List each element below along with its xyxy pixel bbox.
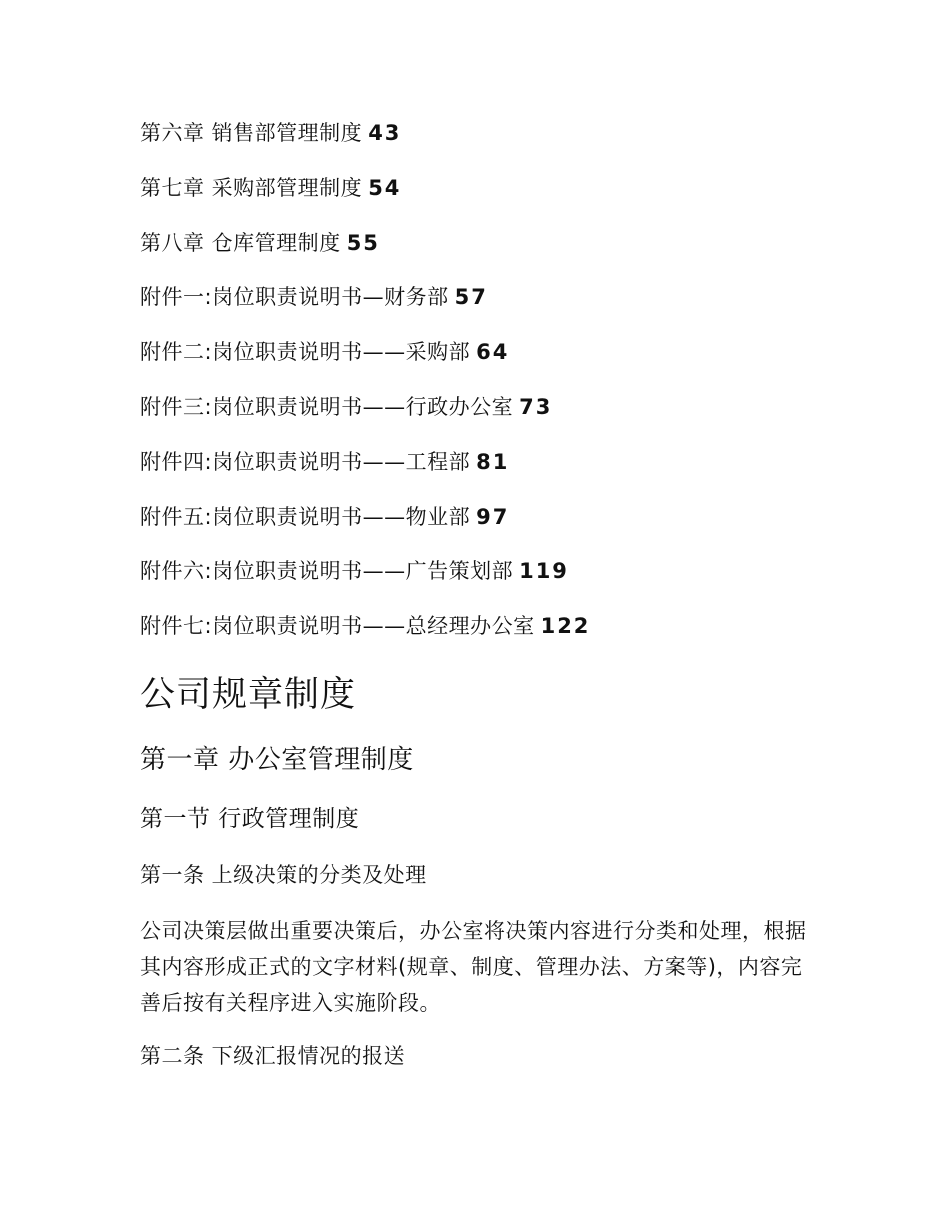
toc-entry[interactable]: [140, 173, 820, 228]
toc-entry-label: 附件七:岗位职责说明书——总经理办公室: [140, 614, 535, 639]
toc-entry[interactable]: [140, 337, 820, 392]
section-heading: 第一节 行政管理制度: [140, 806, 360, 832]
toc-entry[interactable]: [140, 392, 820, 447]
article-heading: 第二条 下级汇报情况的报送: [140, 1044, 406, 1068]
table-of-contents: [140, 118, 820, 666]
toc-entry-page: 57: [454, 285, 488, 310]
toc-entry-page: 43: [368, 121, 402, 145]
article-heading: 第一条 上级决策的分类及处理: [140, 863, 427, 887]
toc-entry-page: 64: [476, 340, 510, 365]
toc-entry-page: 55: [346, 230, 380, 255]
toc-entry-label: 附件六:岗位职责说明书——广告策划部: [140, 559, 514, 584]
toc-entry[interactable]: [140, 447, 820, 502]
toc-entry-label: 附件三:岗位职责说明书——行政办公室: [140, 394, 514, 419]
toc-entry-page: 73: [519, 394, 553, 419]
toc-entry-label: 第六章 销售部管理制度: [140, 121, 363, 145]
toc-entry-page: 97: [476, 504, 510, 529]
toc-entry[interactable]: [140, 611, 820, 666]
toc-entry-page: 119: [519, 559, 569, 584]
toc-entry[interactable]: [140, 556, 820, 611]
toc-entry-page: 81: [476, 449, 510, 474]
toc-entry-label: 第七章 采购部管理制度: [140, 175, 363, 200]
toc-entry[interactable]: [140, 228, 820, 283]
toc-entry-page: 54: [368, 175, 402, 200]
article-body: 公司决策层做出重要决策后，办公室将决策内容进行分类和处理，根据其内容形成正式的文字材料(规章、制度、管理办法、方案等)，内容完善后按有关程序进入实施阶段。: [140, 919, 807, 1015]
toc-entry[interactable]: [140, 282, 820, 337]
toc-entry-label: 附件五:岗位职责说明书——物业部: [140, 504, 471, 529]
document-title: 公司规章制度: [140, 675, 357, 715]
toc-entry[interactable]: [140, 118, 820, 173]
toc-entry-label: 附件二:岗位职责说明书——采购部: [140, 340, 471, 365]
toc-entry-label: 附件四:岗位职责说明书——工程部: [140, 449, 471, 474]
toc-entry[interactable]: [140, 502, 820, 557]
chapter-heading: 第一章 办公室管理制度: [140, 745, 414, 775]
toc-entry-label: 附件一:岗位职责说明书—财务部: [140, 285, 449, 310]
toc-entry-label: 第八章 仓库管理制度: [140, 230, 341, 255]
toc-entry-page: 122: [540, 614, 591, 639]
